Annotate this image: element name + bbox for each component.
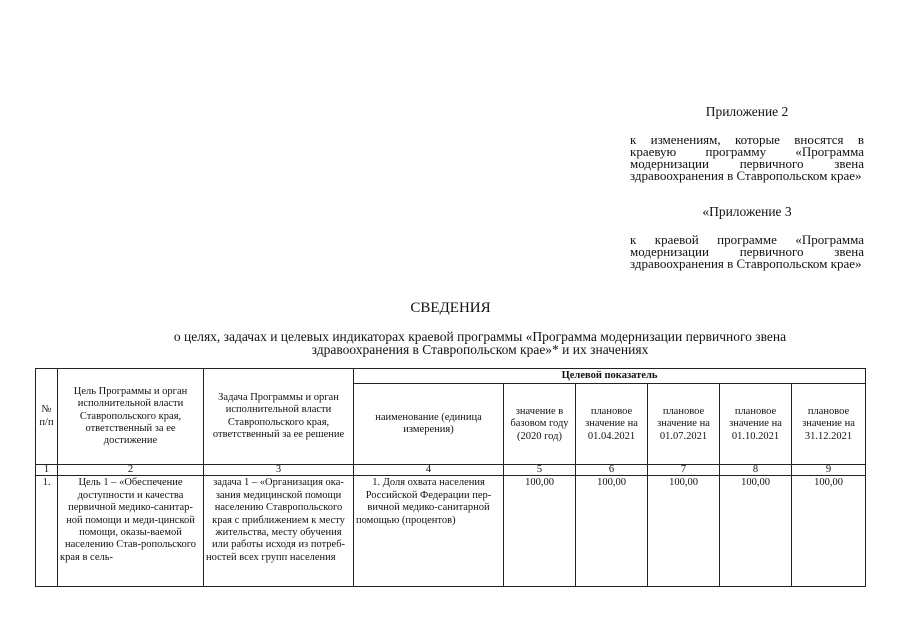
row-indicator: 1. Доля охвата населения Российской Федерации пер-вичной медико-санитарной помощью (процентов) xyxy=(354,476,504,587)
column-number: 3 xyxy=(204,465,354,476)
appendix2-block xyxy=(630,106,864,118)
row-number: 1. xyxy=(36,476,58,587)
col-header-num: № п/п xyxy=(36,369,58,465)
appendix2-title: Приложение 2 xyxy=(705,104,789,119)
row-plan-q4-value: 100,00 xyxy=(792,476,866,587)
col-header-base: значение в базовом году (2020 год) xyxy=(504,384,576,465)
col-header-goal: Цель Программы и орган исполнительной власти Ставропольского края, ответственный за ее достижение xyxy=(58,369,204,465)
col-header-plan-q3: плановое значение на 01.10.2021 xyxy=(720,384,792,465)
col-header-indicator-group: Целевой показатель xyxy=(354,369,866,384)
column-number: 7 xyxy=(648,465,720,476)
row-base-value: 100,00 xyxy=(504,476,576,587)
indicators-table xyxy=(35,368,866,587)
row-goal: Цель 1 – «Обеспечение доступности и качества первичной медико-санитар-ной помощи и меди-цинской помощи, оказы-ваемой населению Став-ропольского края в сель- xyxy=(58,476,204,587)
column-number: 5 xyxy=(504,465,576,476)
appendix3-title: «Приложение 3 xyxy=(702,204,792,219)
appendix2-text: к изменениям, которые вносятся в краевую программу «Программа модернизации первичного звена здравоохранения в Ставропольском крае» xyxy=(630,132,864,183)
row-task: задача 1 – «Организация ока-зания медицинской помощи населению Ставропольского края с приближением к месту жительства, месту обучения или работы исходя из потреб-ностей всех групп населения xyxy=(204,476,354,587)
table-row xyxy=(36,476,866,587)
appendix2-text-block xyxy=(630,134,864,182)
col-header-plan-q1: плановое значение на 01.04.2021 xyxy=(576,384,648,465)
col-header-plan-q4: плановое значение на 31.12.2021 xyxy=(792,384,866,465)
document-heading: СВЕДЕНИЯ xyxy=(410,300,491,316)
column-number-row xyxy=(36,465,866,476)
table-header-row xyxy=(36,369,866,384)
column-number: 2 xyxy=(58,465,204,476)
column-number: 1 xyxy=(36,465,58,476)
col-header-task: Задача Программы и орган исполнительной власти Ставропольского края, ответственный за ее решение xyxy=(204,369,354,465)
col-header-name: наименование (единица измерения) xyxy=(354,384,504,465)
appendix3-text: к краевой программе «Программа модернизации первичного звена здравоохранения в Ставропольском крае» xyxy=(630,232,864,271)
row-plan-q3-value: 100,00 xyxy=(720,476,792,587)
document-subheading: о целях, задачах и целевых индикаторах краевой программы «Программа модернизации первичного звена здравоохранения в Ставропольском крае»* и их значениях xyxy=(173,329,787,357)
appendix3-block xyxy=(630,206,864,218)
col-header-plan-q2: плановое значение на 01.07.2021 xyxy=(648,384,720,465)
column-number: 9 xyxy=(792,465,866,476)
column-number: 4 xyxy=(354,465,504,476)
column-number: 6 xyxy=(576,465,648,476)
row-plan-q2-value: 100,00 xyxy=(648,476,720,587)
appendix3-text-block xyxy=(630,234,864,270)
column-number: 8 xyxy=(720,465,792,476)
row-plan-q1-value: 100,00 xyxy=(576,476,648,587)
